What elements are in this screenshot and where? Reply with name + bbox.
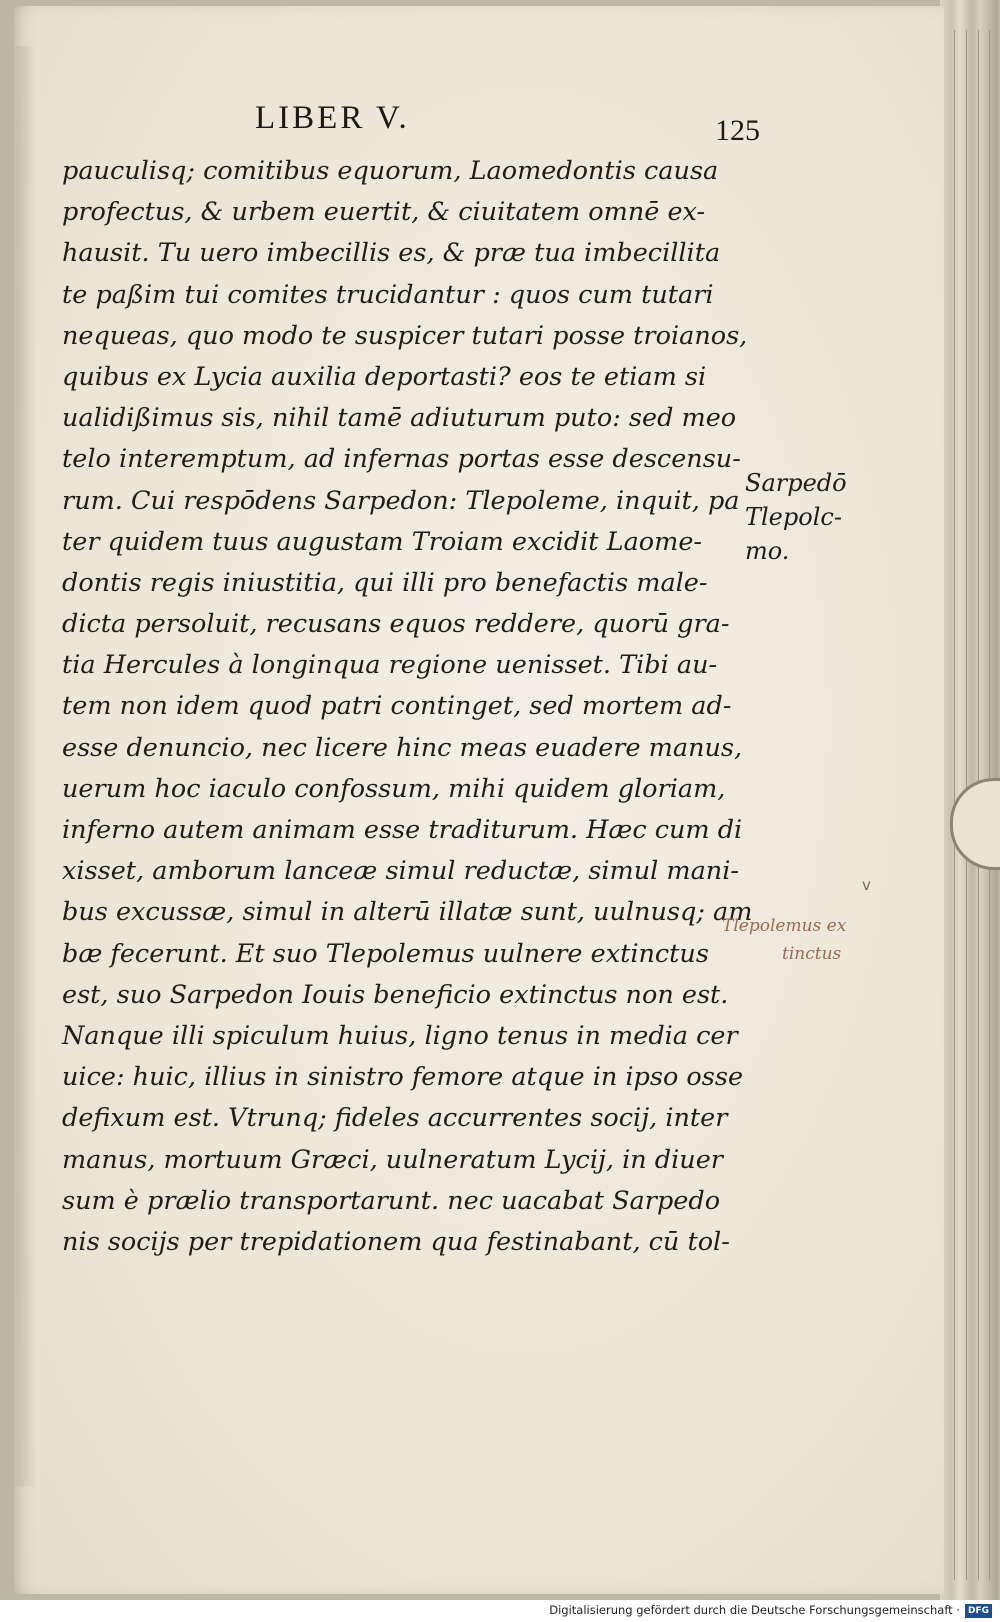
marginal-note-line: mo. — [745, 537, 790, 565]
text-line: uerum hoc iaculo confossum, mihi quidem gloriam, — [62, 773, 726, 804]
text-line: tia Hercules à longinqua regione uenisset. Tibi au- — [62, 650, 718, 681]
text-line: esse denuncio, nec licere hinc meas euadere manus, — [62, 732, 743, 763]
text-line: quibus ex Lycia auxilia deportasti? eos te etiam si — [62, 361, 707, 392]
text-line: ualidißimus sis, nihil tamē adiuturum puto: sed meo — [62, 403, 737, 434]
text-line: manus, mortuum Græci, uulneratum Lycij, in diuer — [62, 1144, 723, 1175]
funding-credit: Digitalisierung gefördert durch die Deutsche Forschungsgemeinschaft · — [549, 1603, 960, 1617]
text-line: nequeas, quo modo te suspicer tutari posse troianos, — [62, 320, 748, 351]
text-line: tem non idem quod patri continget, sed mortem ad- — [62, 691, 732, 722]
text-line: bæ fecerunt. Et suo Tlepolemus uulnere extinctus — [62, 938, 709, 969]
handwritten-annotation — [722, 912, 932, 968]
text-line: uice: huic, illius in sinistro femore atque in ipso osse — [62, 1062, 744, 1093]
dfg-logo: DFG — [965, 1604, 992, 1618]
text-line: dontis regis iniustitia, qui illi pro benefactis male- — [62, 567, 708, 598]
running-head: LIBER V. — [255, 100, 410, 136]
handwritten-mark: v — [862, 876, 871, 894]
handwritten-annotation-line: tinctus — [782, 944, 842, 964]
handwritten-annotation-line: Tlepolemus ex — [722, 916, 847, 936]
text-line: profectus, & urbem euertit, & ciuitatem omnē ex- — [62, 197, 706, 228]
text-line: pauculisq; comitibus equorum, Laomedontis causa — [62, 156, 719, 186]
text-line: hausit. Tu uero imbecillis es, & præ tua imbecillita — [62, 238, 721, 269]
text-line: defixum est. Vtrunq; fideles accurrentes socij, inter — [62, 1103, 728, 1134]
marginal-note-line: Sarpedō — [745, 469, 847, 497]
text-line: sum è prælio transportarunt. nec uacabat Sarpedo — [62, 1185, 721, 1216]
text-line: ter quidem tuus augustam Troiam excidit Laome- — [62, 526, 703, 557]
text-line: bus excussæ, simul in alterū illatæ sunt, uulnusq; am — [62, 897, 753, 928]
text-line: telo interemptum, ad infernas portas esse descensu- — [62, 444, 741, 475]
page-number: 125 — [715, 114, 760, 147]
text-line: xisset, amborum lanceæ simul reductæ, simul mani- — [62, 856, 739, 887]
text-line: nis socijs per trepidationem qua festinabant, cū tol- — [62, 1226, 730, 1257]
text-line: te paßim tui comites trucidantur : quos cum tutari — [62, 279, 714, 310]
text-line: inferno autem animam esse traditurum. Hæc cum di — [62, 815, 743, 845]
text-line: est, suo Sarpedon Iouis beneficio extinctus non est. — [62, 979, 729, 1010]
text-line: dicta persoluit, recusans equos reddere, quorū gra- — [62, 609, 730, 640]
body-text — [62, 151, 752, 1263]
text-line: Nanque illi spiculum huius, ligno tenus in media cer — [62, 1020, 738, 1051]
marginal-note-line: Tlepolc- — [745, 503, 842, 531]
text-line: rum. Cui respōdens Sarpedon: Tlepoleme, inquit, pa — [62, 485, 740, 516]
page-gutter — [14, 46, 36, 1486]
digitization-footer — [0, 1600, 1000, 1622]
marginal-note — [745, 466, 895, 568]
